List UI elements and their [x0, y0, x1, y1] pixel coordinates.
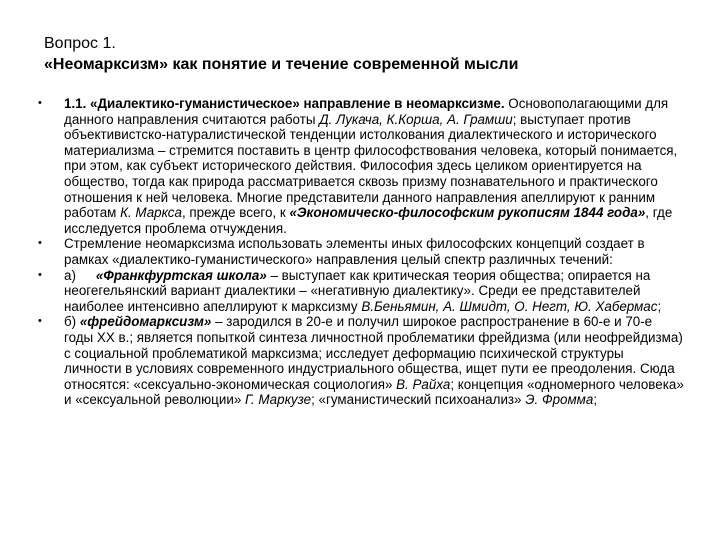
bullet-text-span: – зародился в 20-е и получил широкое распространение в 60-е и 70-е годы XX в.; является попыткой синтеза личностной проблематики фрейдизма (или неофрейдизма) с социальной проблематикой марксизма; исследует деформацию психической структуры личности в условиях современного индустриального общества, ищет пути ее преодоления. Сюда относятся: «сексуально-экономическая социология» [64, 314, 683, 392]
bullet-list [38, 96, 684, 408]
bullet-text-span: б) [64, 314, 80, 330]
bullet-text-span: В. Райха [396, 376, 451, 392]
bullet-marker: • [38, 97, 42, 109]
bullet-text-span: Э. Фромма [525, 392, 594, 408]
bullet-text-span: Г. Маркузе [244, 392, 312, 408]
bullet-text-span: Д. Лукача, К.Корша, А. Грамши [319, 111, 513, 127]
bullet-text-span: ; «гуманистический психоанализ» [311, 392, 526, 408]
bullet-text-span: ; [657, 298, 662, 314]
question-number: Вопрос 1. [44, 35, 116, 52]
bullet-text-span: а) [64, 267, 76, 283]
bullet-text-span: К. Маркса [120, 205, 182, 221]
bullet-text-span: «Франкфуртская школа» [95, 267, 267, 283]
bullet-marker: • [38, 315, 42, 328]
bullet-item [38, 96, 684, 236]
bullet-text-span: , прежде всего, к [181, 205, 290, 221]
bullet-text-span: ; выступает против объективистско-натуралистической тенденции истолкования диалектического и исторического материализма – стремится поставить в центр философствования человека, который понимается, при этом, как субъект исторического действия. Философия здесь целиком ориентируется на общество, тогда как природа рассматривается сквозь призму познавательного и практического отношения к ней человека. Многие представители данного направления апеллируют к ранним работам [64, 111, 678, 221]
slide-title [44, 33, 684, 75]
bullet-text-span: «фрейдомарксизм» [79, 314, 212, 330]
bullet-text-span: Основополагающими для данного направления считаются работы [64, 96, 669, 127]
bullet-text-span: Стремление неомарксизма использовать элементы иных философских концепций создает в рамках «диалектико-гуманистического» направления целый спектр различных течений: [64, 236, 645, 267]
bullet-text-span: , где исследуется проблема отчуждения. [64, 205, 673, 236]
bullet-marker: • [38, 268, 42, 281]
bullet-marker: • [38, 237, 42, 250]
bullet-text-span: «Экономическо-философским рукописям 1844 года» [289, 205, 646, 221]
bullet-text-span: 1.1. «Диалектико-гуманистическое» направление в неомарксизме. [64, 96, 505, 111]
bullet-item [38, 236, 684, 267]
bullet-text-span: ; [593, 392, 598, 408]
bullet-text-span: – выступает как критическая теория общества; опирается на неогегельянский вариант диалектики – «негативную диалектику». Среди ее представителей наиболее интенсивно апеллируют к марксизму [64, 267, 651, 314]
question-heading: «Неомарксизм» как понятие и течение современной мысли [44, 56, 519, 73]
bullet-item [38, 268, 684, 315]
bullet-item [38, 314, 684, 408]
bullet-text-span: В.Беньямин, А. Шмидт, О. Негт, Ю. Хабермас [361, 298, 658, 314]
bullet-text-span: ; концепция «одномерного человека» и «сексуальной революции» [64, 376, 684, 408]
